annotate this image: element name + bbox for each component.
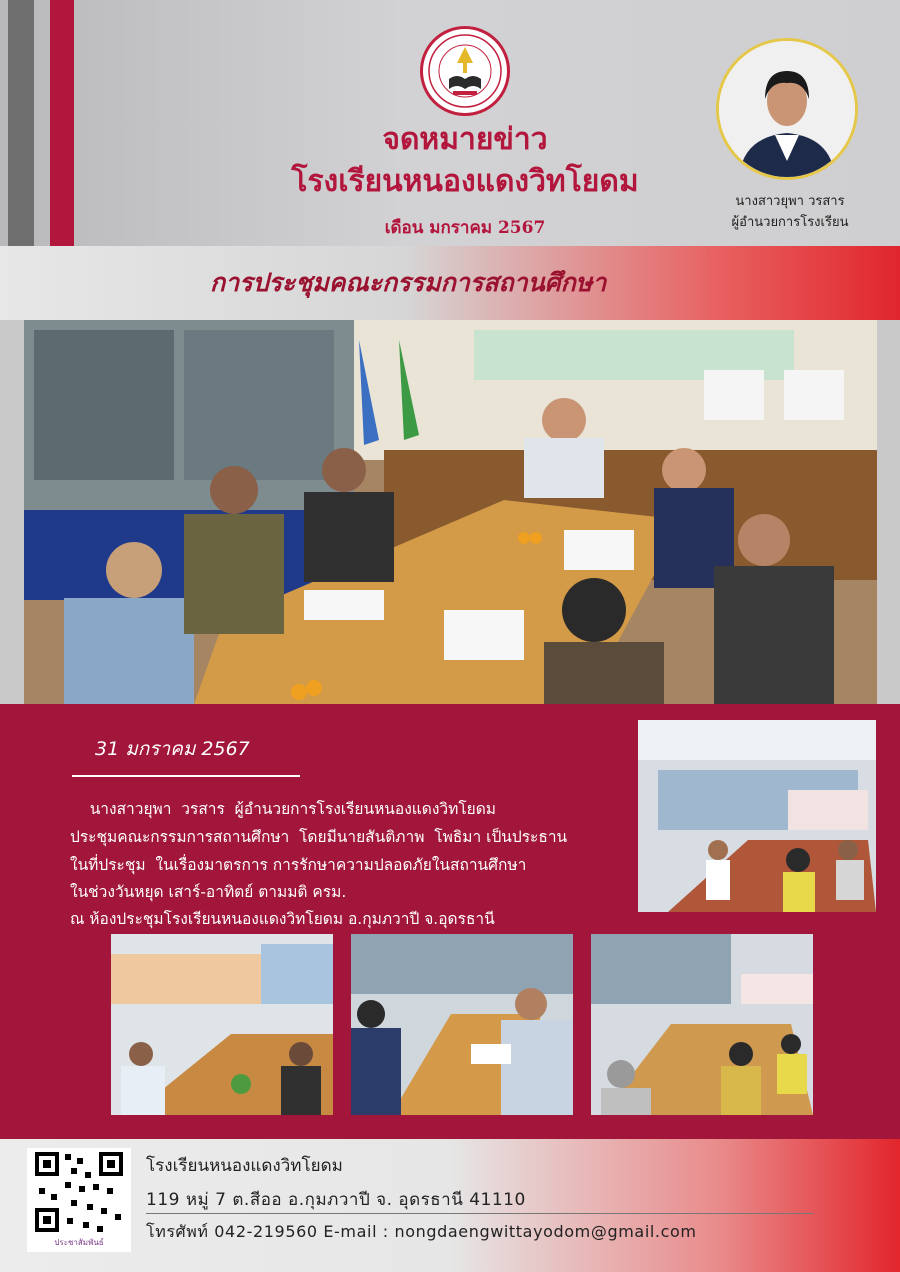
article-paragraph-line: ณ ห้องประชุมโรงเรียนหนองแดงวิทโยดม อ.กุมภวาปี จ.อุดรธานี xyxy=(70,910,495,928)
meeting-photo-side xyxy=(638,720,876,912)
meeting-photo-thumb-1 xyxy=(111,934,333,1115)
footer-address: 119 หมู่ 7 ต.สีออ อ.กุมภวาปี จ. อุดรธานี 41110 xyxy=(146,1190,526,1210)
director-portrait xyxy=(716,38,858,180)
main-meeting-photo xyxy=(24,320,877,704)
director-name: นางสาวยุพา วรสาร xyxy=(735,194,845,209)
section-title: การประชุมคณะกรรมการสถานศึกษา xyxy=(210,268,607,297)
director-role: ผู้อำนวยการโรงเรียน xyxy=(731,215,849,230)
meeting-photo-thumb-2 xyxy=(351,934,573,1115)
meeting-photo-thumb-3 xyxy=(591,934,813,1115)
newsletter-title: จดหมายข่าว xyxy=(382,122,548,157)
footer-school-name: โรงเรียนหนองแดงวิทโยดม xyxy=(146,1156,343,1176)
decorative-stripe-red xyxy=(50,0,74,246)
article-date: 31 มกราคม 2567 xyxy=(95,738,250,760)
article-paragraph-line: ในที่ประชุม ในเรื่องมาตรการ การรักษาความปลอดภัยในสถานศึกษา xyxy=(70,856,527,874)
article-paragraph-line: ในช่วงวันหยุด เสาร์-อาทิตย์ ตามมติ ครม. xyxy=(70,883,347,901)
school-name-title: โรงเรียนหนองแดงวิทโยดม xyxy=(291,164,639,199)
school-logo xyxy=(420,26,510,116)
issue-month: เดือน มกราคม 2567 xyxy=(384,218,546,238)
decorative-stripe-grey xyxy=(8,0,34,246)
article-paragraph-line: ประชุมคณะกรรมการสถานศึกษา โดยมีนายสันติภาพ โพธิมา เป็นประธาน xyxy=(70,828,568,846)
article-paragraph-line: นางสาวยุพา วรสาร ผู้อำนวยการโรงเรียนหนองแดงวิทโยดม xyxy=(70,800,497,818)
qr-caption: ประชาสัมพันธ์ xyxy=(54,1238,104,1247)
footer-divider xyxy=(146,1213,814,1214)
date-underline xyxy=(72,775,300,777)
footer-contact: โทรศัพท์ 042-219560 E-mail : nongdaengwittayodom@gmail.com xyxy=(146,1222,697,1241)
